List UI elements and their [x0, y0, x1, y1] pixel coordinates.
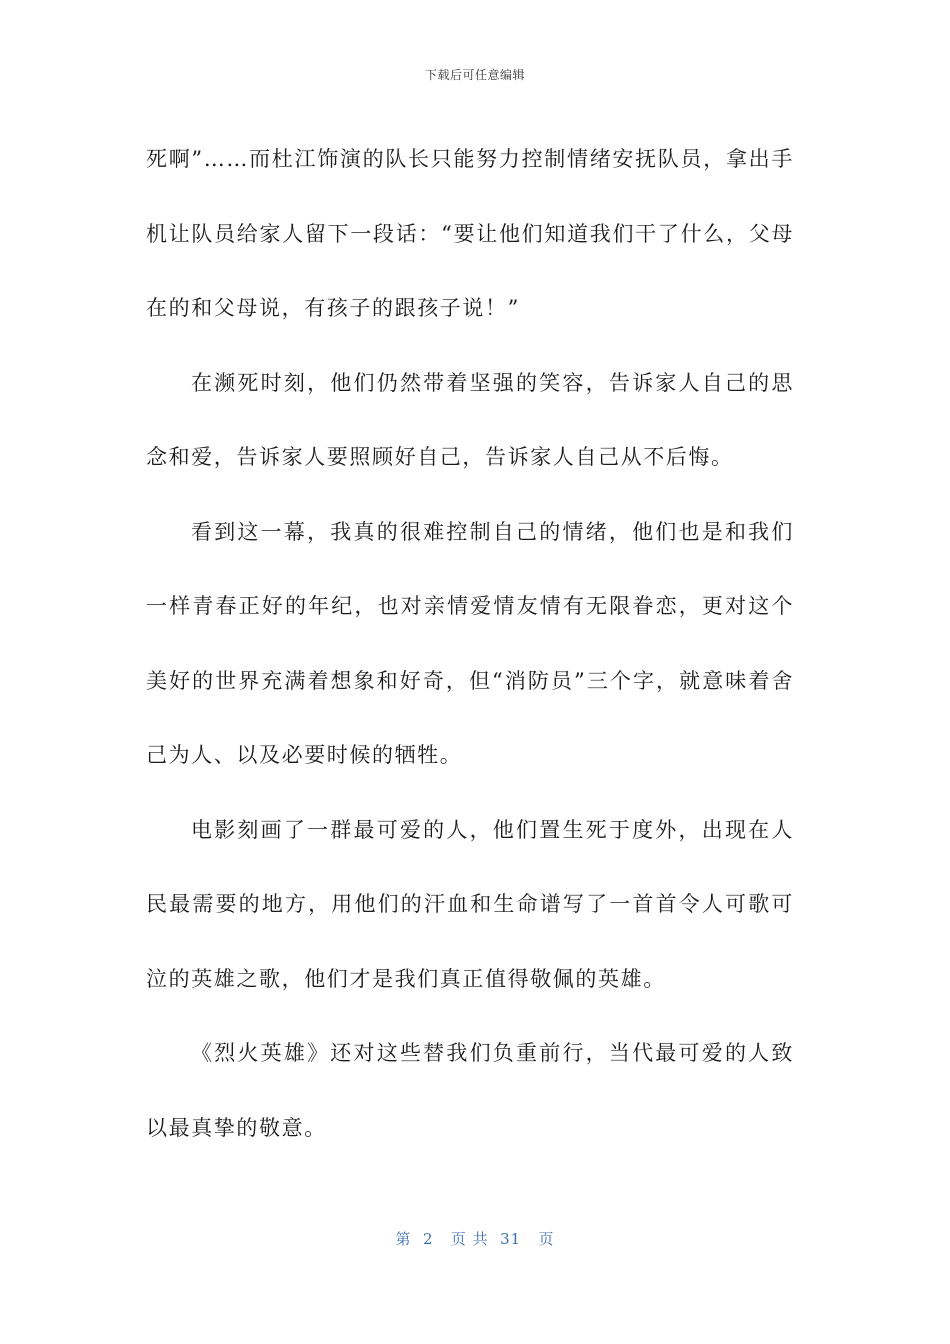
page-number-footer: 第 2 页 共 31 页: [395, 1230, 555, 1248]
paragraph-4: 电影刻画了一群最可爱的人，他们置生死于度外，出现在人民最需要的地方，用他们的汗血和生命谱写了一首首令人可歌可泣的英雄之歌，他们才是我们真正值得敬佩的英雄。: [146, 817, 794, 991]
page-header: 下载后可任意编辑: [424, 68, 525, 82]
paragraph-1: 死啊”……而杜江饰演的队长只能努力控制情绪安抚队员，拿出手机让队员给家人留下一段话：“要让他们知道我们干了什么，父母在的和父母说，有孩子的跟孩子说！”: [146, 147, 794, 320]
paragraph-5: 《烈火英雄》还对这些替我们负重前行，当代最可爱的人致以最真挚的敬意。: [146, 1041, 794, 1140]
document-body: [146, 122, 794, 1165]
paragraph-3: 看到这一幕，我真的很难控制自己的情绪，他们也是和我们一样青春正好的年纪，也对亲情爱情友情有无限眷恋，更对这个美好的世界充满着想象和好奇，但“消防员”三个字，就意味着舍己为人、以及必要时候的牺牲。: [146, 519, 794, 767]
paragraph-2: 在濒死时刻，他们仍然带着坚强的笑容，告诉家人自己的思念和爱，告诉家人要照顾好自己，告诉家人自己从不后悔。: [146, 370, 794, 469]
